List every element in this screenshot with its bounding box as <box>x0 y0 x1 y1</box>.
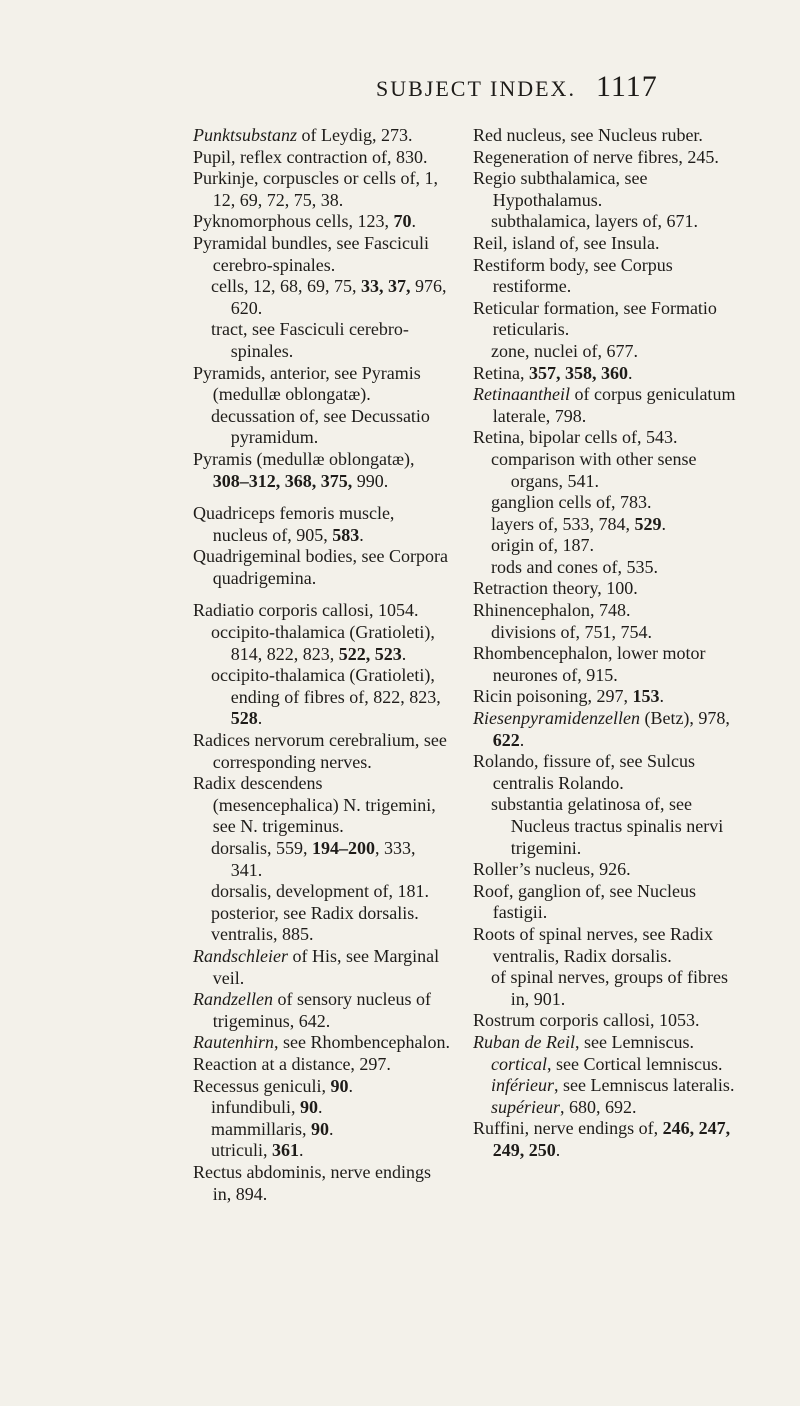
index-subentry <box>193 1140 450 1162</box>
entry-text: Ricin poisoning, 297, <box>473 686 633 707</box>
index-subentry <box>193 881 450 903</box>
entry-text: tract, see Fasciculi cerebro-spinales. <box>211 319 409 361</box>
entry-text: , see Lemniscus. <box>574 1031 694 1052</box>
index-subentry <box>473 622 739 644</box>
index-entry <box>473 1032 739 1054</box>
index-entry <box>193 503 450 546</box>
entry-text: rods and cones of, 535. <box>491 556 658 577</box>
index-entry <box>473 686 739 708</box>
index-entry <box>193 1162 450 1205</box>
entry-term-italic: Rautenhirn <box>193 1032 274 1053</box>
index-subentry <box>473 514 739 536</box>
entry-tail: , 333, 341. <box>230 838 416 880</box>
index-subentry <box>193 276 450 319</box>
entry-text: dorsalis, 559, <box>211 838 312 858</box>
index-entry <box>473 125 739 147</box>
entry-text: , see Cortical lemniscus. <box>547 1053 723 1074</box>
index-entry <box>193 773 450 838</box>
index-entry <box>473 427 739 449</box>
entry-pages-bold: 246, 247, 249, 250 <box>492 1118 731 1160</box>
index-subentry <box>473 794 739 859</box>
entry-term-italic: Punktsubstanz <box>193 125 298 145</box>
entry-pages-bold: 308–312, 368, 375, <box>212 470 353 491</box>
entry-text: Ruffini, nerve endings of, <box>473 1118 663 1139</box>
entry-tail: . <box>401 643 407 664</box>
index-subentry <box>193 1119 450 1141</box>
entry-text: Retina, <box>473 362 529 383</box>
entry-text: Reaction at a distance, 297. <box>193 1053 391 1074</box>
index-entry <box>473 1118 739 1161</box>
entry-text: Rolando, fissure of, see Sulcus centralis Rolando. <box>473 751 695 793</box>
index-entry <box>473 881 739 924</box>
entry-text: utriculi, <box>211 1140 272 1161</box>
entry-pages-bold: 357, 358, 360 <box>529 362 628 383</box>
entry-term-italic: Randzellen <box>193 989 273 1010</box>
index-entry <box>473 859 739 881</box>
index-subentry <box>473 535 739 557</box>
index-subentry <box>473 449 739 492</box>
entry-pages-bold: 90 <box>310 1118 329 1139</box>
entry-text: of sensory nucleus of trigeminus, 642. <box>212 989 431 1031</box>
index-entry <box>473 168 739 211</box>
entry-text: occipito-thalamica (Gratioleti), ending of fibres of, 822, 823, <box>211 665 441 707</box>
index-subentry <box>473 1054 739 1076</box>
entry-text: Quadrigeminal bodies, see Corpora quadrigemina. <box>193 546 448 588</box>
entry-tail: . <box>257 708 263 729</box>
entry-tail: . <box>328 1118 334 1139</box>
index-entry <box>473 578 739 600</box>
index-entry <box>473 384 739 427</box>
index-entry <box>473 643 739 686</box>
index-column-right <box>473 125 739 1162</box>
entry-text: mammillaris, <box>211 1118 311 1139</box>
index-entry <box>473 363 739 385</box>
entry-text: (Betz), 978, <box>639 708 730 729</box>
entry-term-italic: Riesenpyramidenzellen <box>473 708 640 729</box>
index-subentry <box>193 1097 450 1119</box>
entry-pages-bold: 528 <box>230 708 258 729</box>
entry-text: Quadriceps femoris muscle, nucleus of, 905, <box>193 503 395 545</box>
entry-text: , see Lemniscus lateralis. <box>554 1075 735 1096</box>
index-entry <box>193 1054 450 1076</box>
entry-pages-bold: 583 <box>332 524 360 545</box>
entry-tail: 976, 620. <box>230 276 447 318</box>
entry-text: dorsalis, development of, 181. <box>211 881 429 902</box>
entry-text: Pyramids, anterior, see Pyramis (medullæ oblongatæ). <box>193 362 421 405</box>
entry-term-italic: Ruban de Reil <box>473 1031 575 1052</box>
entry-text: origin of, 187. <box>491 535 594 556</box>
entry-pages-bold: 153 <box>632 686 660 707</box>
entry-text: of spinal nerves, groups of fibres in, 901. <box>491 967 728 1009</box>
index-entry <box>473 255 739 298</box>
entry-text: Regeneration of nerve fibres, 245. <box>473 146 719 167</box>
entry-text: layers of, 533, 784, <box>491 513 635 534</box>
index-entry <box>473 298 739 341</box>
page-header <box>0 70 800 112</box>
index-entry <box>473 924 739 967</box>
index-subentry <box>193 622 450 665</box>
index-column-left <box>193 125 450 1205</box>
entry-text: Reticular formation, see Formatio reticularis. <box>473 297 717 340</box>
index-entry <box>193 168 450 211</box>
entry-text: ganglion cells of, 783. <box>491 492 652 513</box>
entry-text: , 680, 692. <box>560 1096 637 1117</box>
index-entry <box>193 946 450 989</box>
entry-text: Pyramis (medullæ oblongatæ), <box>193 448 415 469</box>
entry-text: Radix descendens (mesencephalica) N. trigemini, see N. trigeminus. <box>193 773 436 837</box>
index-entry <box>473 147 739 169</box>
entry-text: of Leydig, 273. <box>297 125 413 145</box>
entry-text: infundibuli, <box>211 1097 300 1118</box>
index-entry <box>473 600 739 622</box>
entry-text: subthalamica, layers of, 671. <box>491 211 698 232</box>
index-subentry <box>473 211 739 233</box>
entry-text: Recessus geniculi, <box>193 1075 331 1096</box>
entry-term-italic: cortical <box>491 1053 547 1074</box>
entry-tail: . <box>661 513 666 534</box>
entry-term-italic: inférieur <box>491 1075 554 1096</box>
entry-tail: . <box>318 1097 323 1118</box>
entry-text: Purkinje, corpuscles or cells of, 1, 12, 69, 72, 75, 38. <box>193 168 438 210</box>
entry-text: occipito-thalamica (Gratioleti), 814, 822, 823, <box>211 622 435 664</box>
entry-text: comparison with other sense organs, 541. <box>491 448 697 491</box>
entry-text: of His, see Marginal veil. <box>212 945 440 988</box>
entry-text: Rhinencephalon, 748. <box>473 600 631 621</box>
entry-term-italic: supérieur <box>491 1096 560 1117</box>
index-entry <box>473 1010 739 1032</box>
entry-pages-bold: 361 <box>272 1140 299 1161</box>
section-gap <box>193 492 450 503</box>
entry-text: Red nucleus, see Nucleus ruber. <box>473 125 703 145</box>
index-entry <box>193 363 450 406</box>
index-entry <box>193 730 450 773</box>
entry-text: decussation of, see Decussatio pyramidum. <box>211 405 430 448</box>
entry-text: Rostrum corporis callosi, 1053. <box>473 1010 700 1031</box>
index-subentry <box>473 492 739 514</box>
index-subentry <box>193 406 450 449</box>
entry-text: Roller’s nucleus, 926. <box>473 859 631 880</box>
entry-term-italic: Randschleier <box>193 945 288 966</box>
entry-term-italic: Retinaantheil <box>473 384 570 405</box>
entry-text: Regio subthalamica, see Hypothalamus. <box>473 168 648 210</box>
index-subentry <box>193 319 450 362</box>
entry-pages-bold: 33, 37, <box>361 276 411 297</box>
entry-text: substantia gelatinosa of, see Nucleus tractus spinalis nervi trigemini. <box>491 794 724 858</box>
index-entry <box>193 600 450 622</box>
index-subentry <box>473 341 739 363</box>
index-subentry <box>193 924 450 946</box>
index-entry <box>473 708 739 751</box>
index-subentry <box>473 557 739 579</box>
page-number: 1117 <box>596 70 658 103</box>
entry-tail: . <box>348 1075 353 1096</box>
index-entry <box>193 1032 450 1054</box>
entry-text: Restiform body, see Corpus restiforme. <box>473 254 673 297</box>
index-entry <box>473 233 739 255</box>
index-subentry <box>473 1097 739 1119</box>
entry-tail: . <box>411 211 416 232</box>
section-gap <box>193 589 450 600</box>
entry-pages-bold: 529 <box>634 513 662 534</box>
entry-pages-bold: 194–200 <box>312 838 375 858</box>
index-subentry <box>193 838 450 881</box>
index-entry <box>193 125 450 147</box>
entry-pages-bold: 90 <box>330 1075 349 1096</box>
entry-text: zone, nuclei of, 677. <box>491 340 638 361</box>
entry-text: Rhombencephalon, lower motor neurones of, 915. <box>473 643 706 685</box>
entry-text: Retina, bipolar cells of, 543. <box>473 427 678 448</box>
entry-pages-bold: 70 <box>393 211 412 232</box>
entry-text: Reil, island of, see Insula. <box>473 232 660 253</box>
index-entry <box>193 147 450 169</box>
index-entry <box>193 1076 450 1098</box>
index-entry <box>193 449 450 492</box>
entry-tail: . <box>555 1139 561 1160</box>
index-entry <box>193 233 450 276</box>
entry-pages-bold: 622 <box>492 729 520 750</box>
entry-text: Retraction theory, 100. <box>473 578 638 599</box>
entry-text: Radiatio corporis callosi, 1054. <box>193 600 419 621</box>
index-entry <box>193 546 450 589</box>
entry-text: Pyknomorphous cells, 123, <box>193 211 394 232</box>
entry-tail: . <box>299 1140 304 1161</box>
entry-text: Pyramidal bundles, see Fasciculi cerebro-spinales. <box>193 232 429 275</box>
index-subentry <box>193 903 450 925</box>
entry-tail: 990. <box>352 470 389 491</box>
entry-text: divisions of, 751, 754. <box>491 621 653 642</box>
entry-text: Pupil, reflex contraction of, 830. <box>193 146 428 167</box>
entry-tail: . <box>519 729 525 750</box>
entry-text: Radices nervorum cerebralium, see corresponding nerves. <box>193 730 447 772</box>
entry-text: Roots of spinal nerves, see Radix ventralis, Radix dorsalis. <box>473 923 713 966</box>
entry-tail: . <box>628 362 633 383</box>
entry-tail: . <box>659 686 665 707</box>
entry-text: of corpus geniculatum laterale, 798. <box>492 384 736 426</box>
entry-pages-bold: 90 <box>300 1097 318 1118</box>
entry-text: Rectus abdominis, nerve endings in, 894. <box>193 1161 431 1204</box>
index-subentry <box>473 967 739 1010</box>
entry-text: posterior, see Radix dorsalis. <box>211 902 419 923</box>
index-entry <box>473 751 739 794</box>
entry-text: , see Rhombencephalon. <box>274 1032 450 1053</box>
index-subentry <box>473 1075 739 1097</box>
entry-tail: . <box>359 524 364 545</box>
entry-text: Roof, ganglion of, see Nucleus fastigii. <box>473 880 696 923</box>
index-subentry <box>193 665 450 730</box>
index-entry <box>193 989 450 1032</box>
index-entry <box>193 211 450 233</box>
running-title: SUBJECT INDEX. <box>376 76 576 101</box>
entry-text: ventralis, 885. <box>211 924 314 945</box>
entry-pages-bold: 522, 523 <box>338 643 402 664</box>
entry-text: cells, 12, 68, 69, 75, <box>211 276 361 297</box>
